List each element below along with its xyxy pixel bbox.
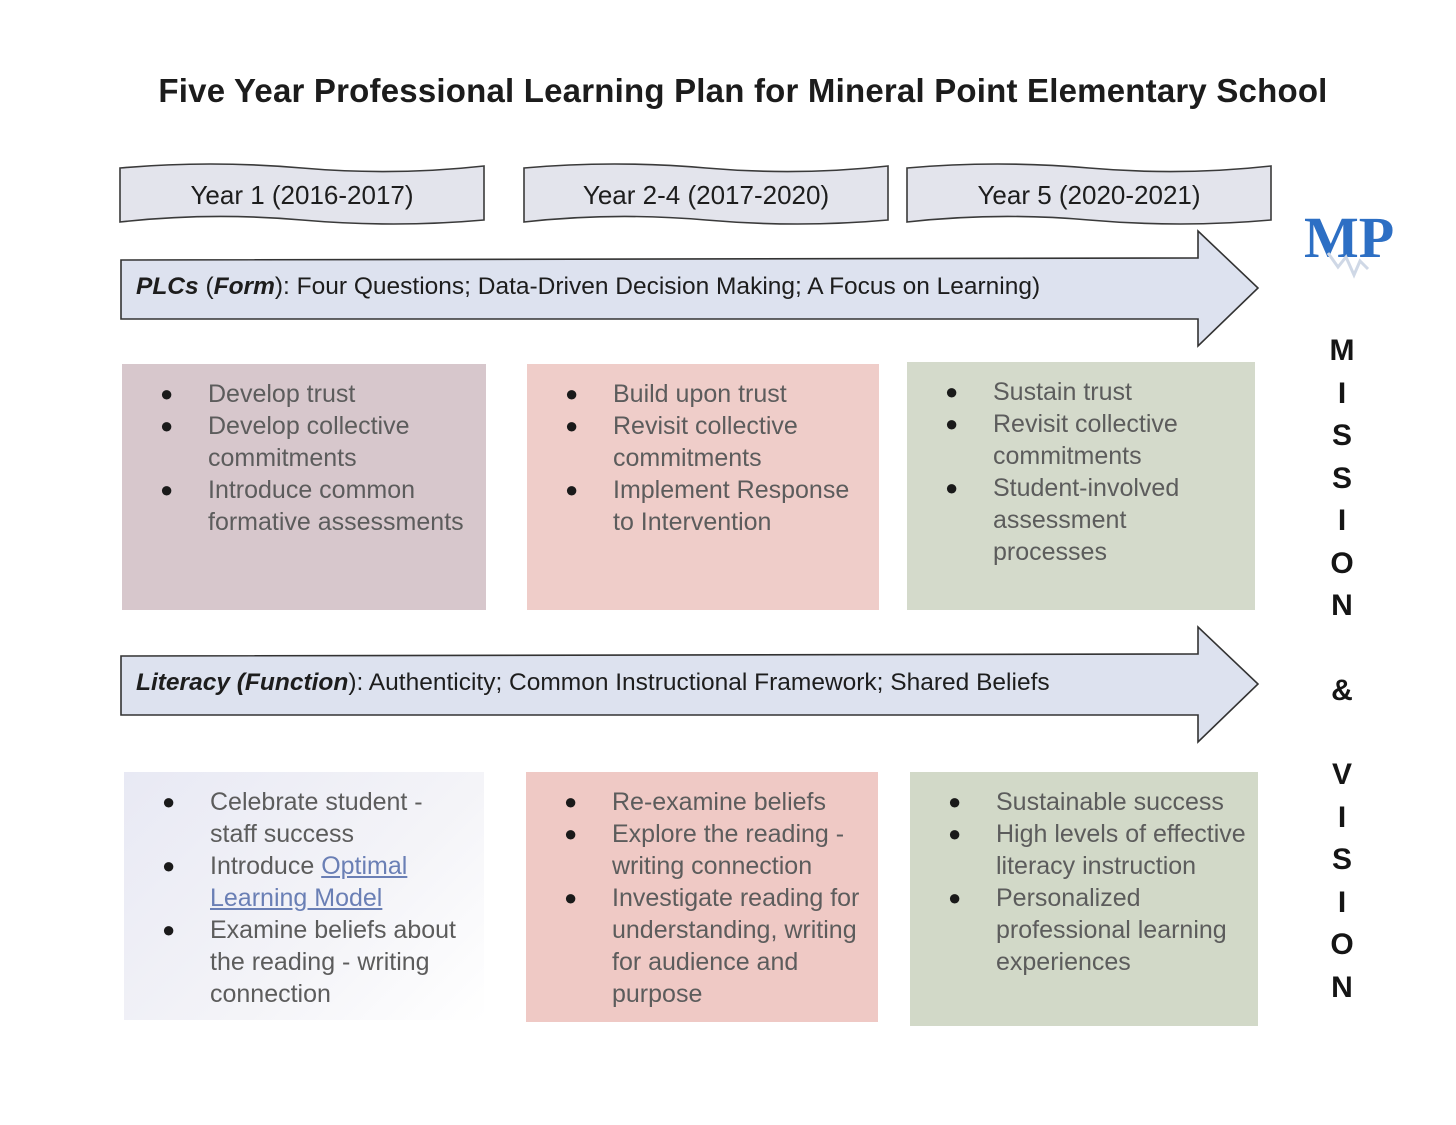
- plcs-paren-open: (: [198, 273, 214, 300]
- bullet-icon: ●: [945, 379, 959, 404]
- mission-vision-text: [1312, 330, 1372, 1009]
- year-banner-3: [905, 162, 1273, 228]
- list-item: ● Student-involved assessment processes: [945, 474, 1180, 566]
- list-item: ● Examine beliefs about the reading - writing connection: [162, 916, 456, 1008]
- vision-letter: I: [1337, 885, 1347, 919]
- list-item: ● Implement Response to Intervention: [565, 476, 850, 536]
- year-label: Year 1 (2016-2017): [190, 180, 414, 210]
- list-item: ● Explore the reading - writing connection: [564, 820, 845, 880]
- literacy-arrow-text: [136, 669, 1050, 697]
- year-banner-2: [522, 162, 890, 228]
- bullet-icon: ●: [948, 789, 962, 814]
- mission-letter: N: [1331, 589, 1353, 622]
- literacy-arrow: [118, 624, 1263, 746]
- bullet-icon: ●: [945, 475, 959, 500]
- bullet-icon: ●: [160, 477, 174, 502]
- plcs-label: PLCs: [136, 273, 199, 300]
- year-label: Year 2-4 (2017-2020): [582, 180, 830, 210]
- bullet-icon: ●: [162, 917, 176, 942]
- mp-logo: [1298, 195, 1398, 295]
- list-item: ● Sustain trust: [945, 378, 1132, 406]
- list-item: ● Personalized professional learning experiences: [948, 884, 1227, 976]
- plc-box-year2-4: [527, 364, 879, 610]
- logo-text: MP: [1304, 205, 1395, 270]
- literacy-paren-close: ): [348, 669, 357, 696]
- plcs-arrow-description: : Four Questions; Data-Driven Decision Making; A Focus on Learning): [283, 273, 1041, 300]
- plc-box-year1: [122, 364, 486, 610]
- mission-letter: S: [1331, 419, 1352, 452]
- year-banner-1: [118, 162, 486, 228]
- mission-letter: O: [1330, 546, 1354, 580]
- bullet-icon: ●: [162, 853, 176, 878]
- bullet-icon: ●: [160, 413, 174, 438]
- list-item: ● Introduce common formative assessments: [160, 476, 464, 536]
- plcs-arrow-text: [136, 273, 1040, 301]
- page-title: Five Year Professional Learning Plan for Mineral Point Elementary School: [158, 72, 1328, 109]
- vision-letter: S: [1331, 843, 1352, 876]
- list-item: ● Introduce Optimal Learning Model: [162, 852, 408, 912]
- optimal-learning-model-link[interactable]: Optimal Learning Model: [210, 852, 408, 912]
- mission-letter: M: [1329, 334, 1355, 367]
- literacy-box-year1: [124, 772, 484, 1020]
- vision-letter: O: [1330, 928, 1354, 961]
- list-item: ● Develop trust: [160, 380, 356, 408]
- vision-letter: V: [1331, 758, 1352, 791]
- mission-letter: S: [1331, 461, 1352, 495]
- list-item: ● High levels of effective literacy instruction: [948, 820, 1246, 880]
- vision-letter: N: [1331, 970, 1353, 1004]
- bullet-icon: ●: [564, 789, 578, 814]
- list-item: ● Build upon trust: [565, 380, 787, 408]
- bullet-icon: ●: [948, 885, 962, 910]
- literacy-box-year2-4: [526, 772, 878, 1022]
- mission-letter: I: [1337, 504, 1347, 537]
- bullet-icon: ●: [565, 413, 579, 438]
- bullet-icon: ●: [564, 821, 578, 846]
- ampersand: &: [1331, 673, 1353, 707]
- bullet-icon: ●: [160, 381, 174, 406]
- plcs-form-label: Form: [213, 273, 275, 300]
- list-item: ● Investigate reading for understanding, writing for audience and purpose: [564, 884, 860, 1008]
- list-item: ● Re-examine beliefs: [564, 788, 826, 816]
- literacy-arrow-description: : Authenticity; Common Instructional Framework; Shared Beliefs: [356, 669, 1050, 696]
- mission-letter: I: [1337, 376, 1347, 410]
- bullet-icon: ●: [564, 885, 578, 910]
- list-item: ● Revisit collective commitments: [565, 412, 798, 472]
- list-item: ● Sustainable success: [948, 788, 1224, 816]
- literacy-label: Literacy (Function: [136, 669, 349, 696]
- list-item: ● Develop collective commitments: [160, 412, 410, 472]
- bullet-icon: ●: [945, 411, 959, 436]
- plc-box-year5: [907, 362, 1255, 610]
- year-label: Year 5 (2020-2021): [977, 180, 1201, 210]
- vision-letter: I: [1337, 800, 1347, 834]
- list-item: ● Celebrate student - staff success: [162, 788, 423, 848]
- literacy-box-year5: [910, 772, 1258, 1026]
- logo-graphic: [1298, 195, 1398, 295]
- plcs-paren-close: ): [274, 273, 284, 300]
- bullet-icon: ●: [948, 821, 962, 846]
- list-item: ● Revisit collective commitments: [945, 410, 1178, 470]
- bullet-icon: ●: [162, 789, 176, 814]
- plcs-arrow: [118, 228, 1263, 350]
- bullet-icon: ●: [565, 381, 579, 406]
- bullet-icon: ●: [565, 477, 579, 502]
